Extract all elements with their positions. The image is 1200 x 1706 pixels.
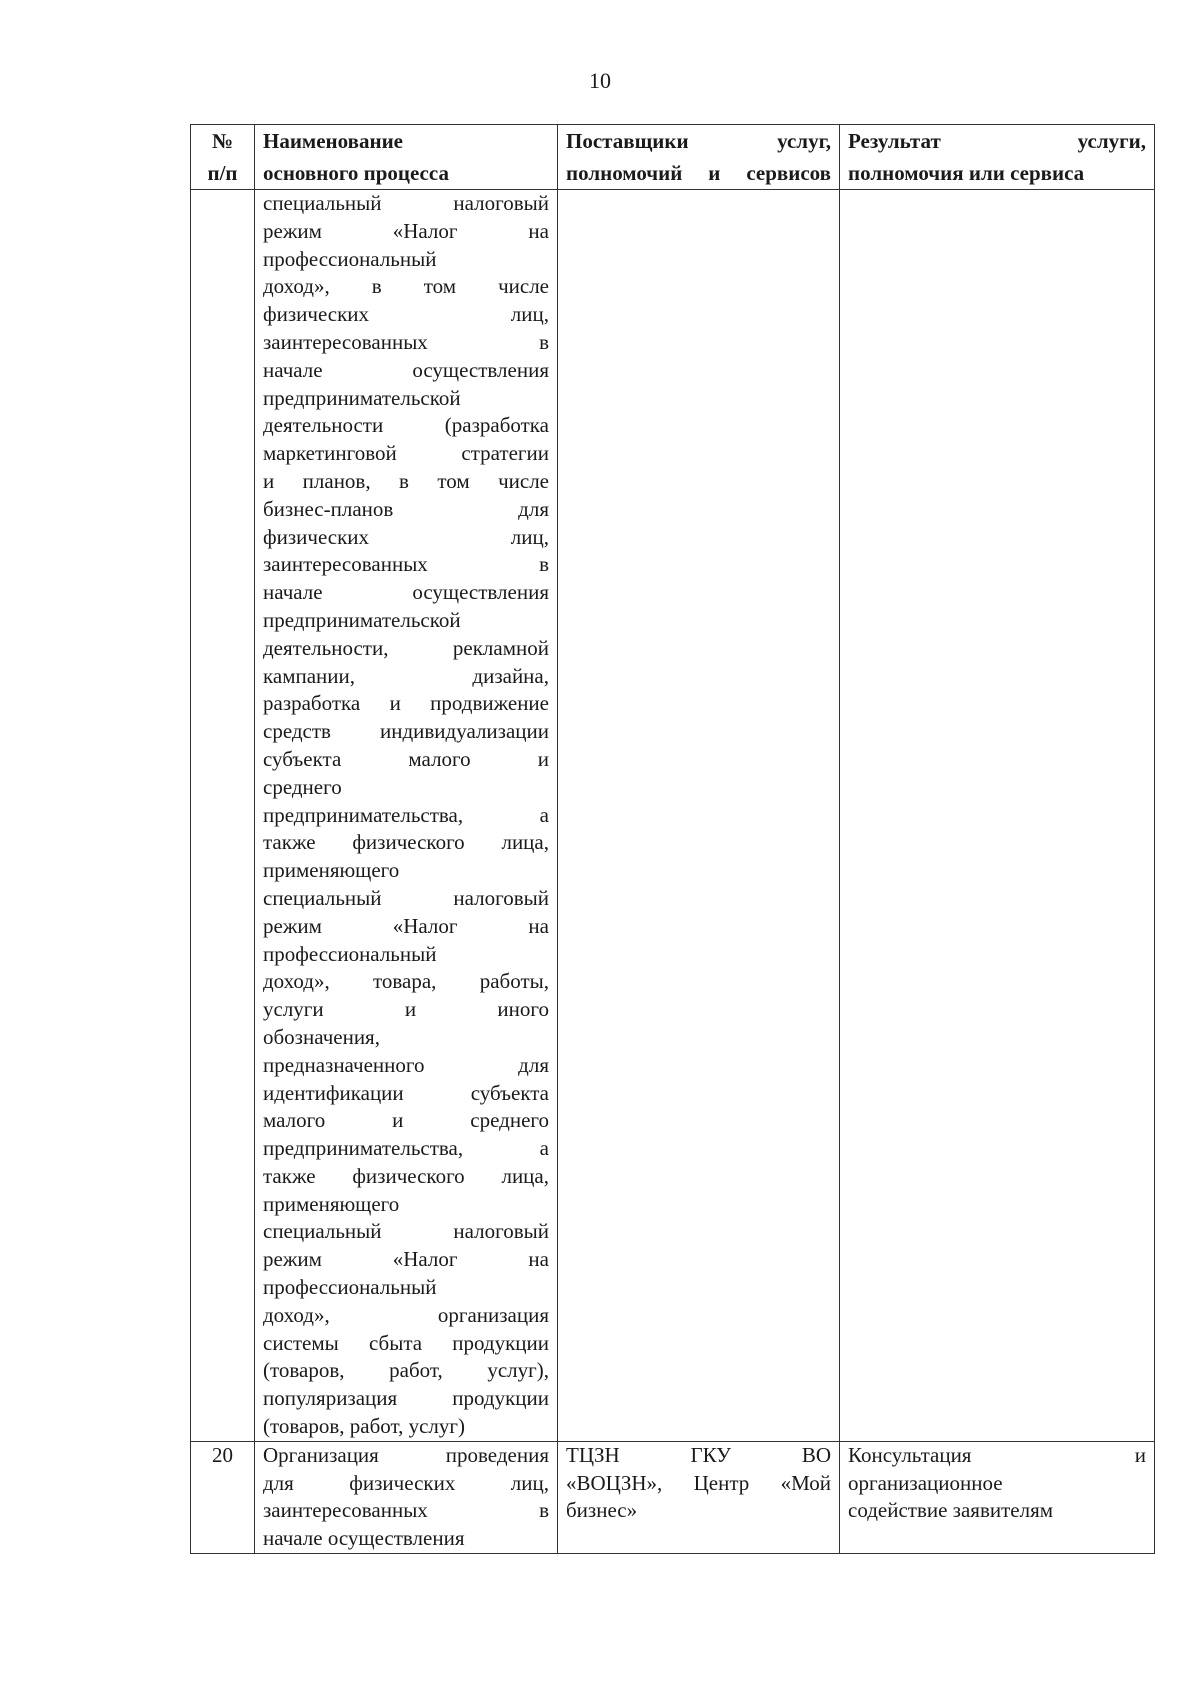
header-number-line1: № (211, 129, 234, 153)
text-line: для физических лиц, (263, 1470, 549, 1495)
header-result-line2: полномочия или сервиса (848, 161, 1085, 185)
text-line: заинтересованных в (263, 1498, 549, 1523)
text-line: услуги и иного (263, 997, 549, 1022)
text-line: также физического лица, (263, 830, 549, 855)
text-line: предпринимательской (263, 385, 461, 410)
page-number: 10 (589, 68, 611, 93)
text-line: средств индивидуализации (263, 719, 549, 744)
process-cell (255, 190, 558, 1442)
text-line: бизнес» (566, 1498, 638, 1523)
text-line: профессиональный (263, 941, 437, 966)
text-line: доход», в том числе (263, 274, 549, 299)
text-line: «ВОЦЗН», Центр «Мой (566, 1470, 831, 1495)
text-line: начале осуществления (263, 580, 549, 605)
text-line: доход», товара, работы, (263, 969, 549, 994)
text-line: начале осуществления (263, 1526, 465, 1551)
text-line: популяризация продукции (263, 1386, 549, 1411)
text-line: профессиональный (263, 246, 437, 271)
text-line: физических лиц, (263, 302, 549, 327)
text-line: предпринимательской (263, 607, 461, 632)
header-process-line1: Наименование (263, 129, 403, 153)
providers-cell (558, 190, 840, 1442)
text-line: специальный налоговый (263, 885, 549, 910)
result-text (848, 1442, 1146, 1525)
header-number-line2: п/п (207, 161, 238, 185)
row-number-cell (191, 190, 255, 1442)
services-table (190, 124, 1155, 1554)
text-line: содействие заявителям (848, 1498, 1054, 1523)
text-line: предпринимательства, а (263, 802, 549, 827)
text-line: (товаров, работ, услуг), (263, 1358, 549, 1383)
text-line: Консультация и (848, 1442, 1146, 1467)
text-line: ТЦЗН ГКУ ВО (566, 1442, 831, 1467)
text-line: организационное (848, 1470, 1003, 1495)
header-number (191, 125, 255, 190)
text-line: системы сбыта продукции (263, 1330, 549, 1355)
text-line: кампании, дизайна, (263, 663, 549, 688)
providers-text (566, 1442, 831, 1525)
table-row-continuation (191, 190, 1155, 1442)
result-cell (840, 190, 1155, 1442)
header-result (840, 125, 1155, 190)
process-text (263, 1442, 549, 1553)
text-line: также физического лица, (263, 1163, 549, 1188)
header-providers-line2: полномочий и сервисов (566, 161, 831, 185)
table-header-row (191, 125, 1155, 190)
text-line: Организация проведения (263, 1442, 549, 1467)
text-line: заинтересованных в (263, 552, 549, 577)
text-line: субъекта малого и (263, 746, 549, 771)
text-line: профессиональный (263, 1275, 437, 1300)
text-line: доход», организация (263, 1302, 549, 1327)
header-providers (558, 125, 840, 190)
text-line: (товаров, работ, услуг) (263, 1414, 466, 1439)
text-line: маркетинговой стратегии (263, 441, 549, 466)
text-line: начале осуществления (263, 357, 549, 382)
text-line: режим «Налог на (263, 1247, 549, 1272)
text-line: и планов, в том числе (263, 468, 549, 493)
header-process-line2: основного процесса (263, 161, 449, 185)
table-row-20 (191, 1441, 1155, 1553)
row-number-cell: 20 (191, 1441, 255, 1553)
header-providers-line1: Поставщики услуг, (566, 129, 831, 153)
text-line: заинтересованных в (263, 329, 549, 354)
text-line: обозначения, (263, 1024, 380, 1049)
text-line: применяющего (263, 1191, 400, 1216)
providers-cell (558, 1441, 840, 1553)
header-result-line1: Результат услуги, (848, 129, 1146, 153)
text-line: предпринимательства, а (263, 1136, 549, 1161)
text-line: предназначенного для (263, 1052, 549, 1077)
text-line: деятельности, рекламной (263, 635, 549, 660)
result-cell (840, 1441, 1155, 1553)
process-cell (255, 1441, 558, 1553)
text-line: физических лиц, (263, 524, 549, 549)
text-line: деятельности (разработка (263, 413, 549, 438)
text-line: малого и среднего (263, 1108, 549, 1133)
text-line: специальный налоговый (263, 1219, 549, 1244)
process-text (263, 190, 549, 1441)
text-line: применяющего (263, 858, 400, 883)
text-line: разработка и продвижение (263, 691, 549, 716)
text-line: режим «Налог на (263, 913, 549, 938)
text-line: идентификации субъекта (263, 1080, 549, 1105)
text-line: специальный налоговый (263, 191, 549, 215)
text-line: режим «Налог на (263, 218, 549, 243)
header-process (255, 125, 558, 190)
text-line: среднего (263, 774, 342, 799)
text-line: бизнес-планов для (263, 496, 549, 521)
